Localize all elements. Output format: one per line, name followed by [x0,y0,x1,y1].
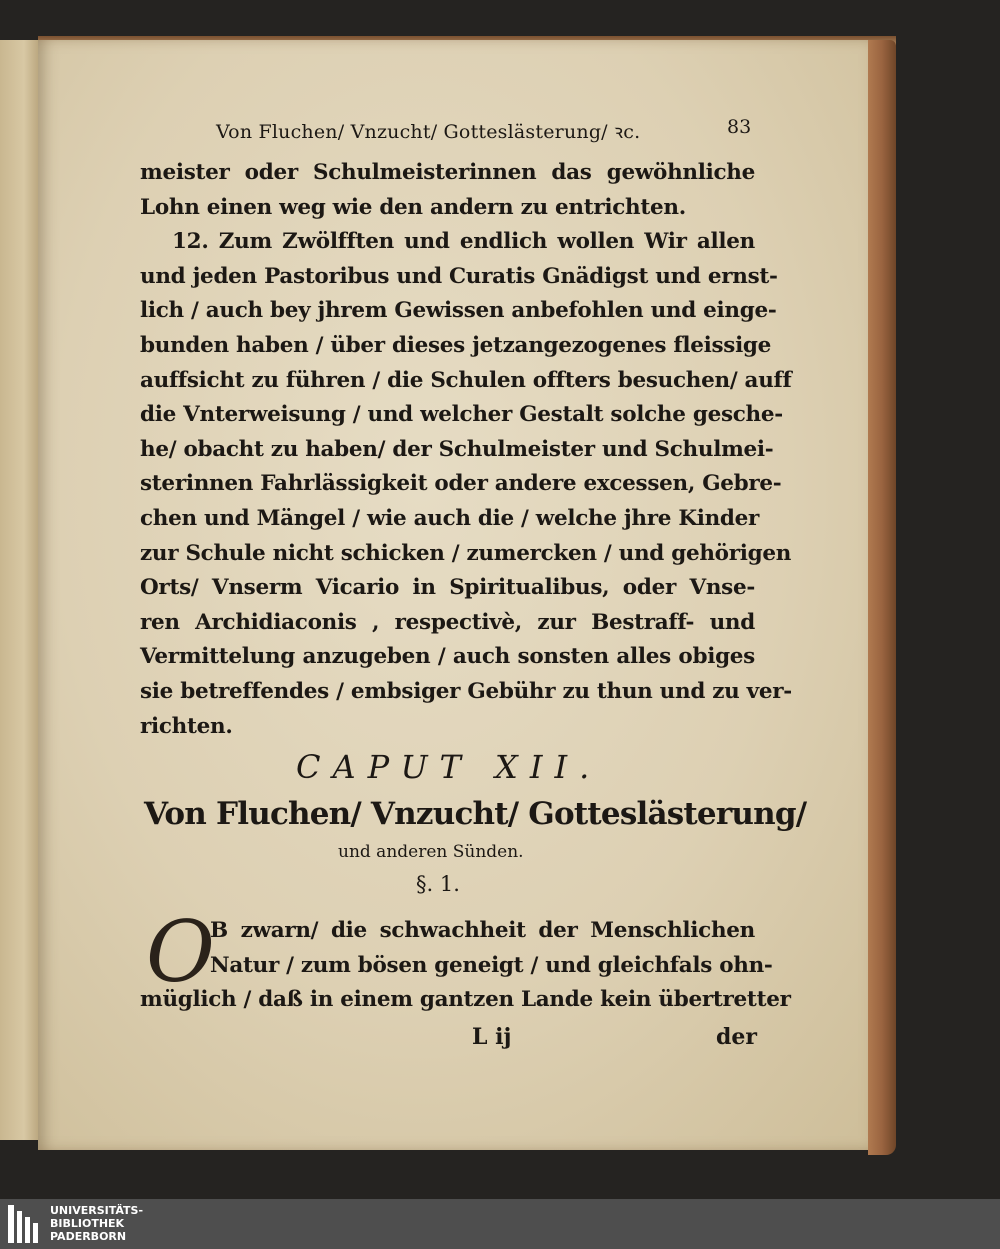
text-line: he/ obacht zu haben/ der Schulmeister und Schulmei- [140,436,774,462]
text-line: 12. Zum Zwölfften und endlich wollen Wir allen [172,229,755,255]
catchword: der [716,1024,757,1050]
text-line: chen und Mängel / wie auch die / welche jhre Kinder [140,505,760,531]
library-name-line: UNIVERSITÄTS- [50,1204,144,1217]
running-head: Von Fluchen/ Vnzucht/ Gotteslästerung/ ꝛc. [216,121,641,143]
previous-page-edge [0,40,42,1140]
text-line: die Vnterweisung / und welcher Gestalt solche gesche- [140,402,783,428]
chapter-intro-text [140,914,791,1018]
chapter-title: Von Fluchen/ Vnzucht/ Gotteslästerung/ [144,796,807,832]
library-footer [0,1199,1000,1249]
library-logo-icon [6,1203,46,1245]
section-mark: §. 1. [416,872,460,896]
text-line: bunden haben / über dieses jetzangezogenes fleissige [140,332,772,358]
text-line: meister oder Schulmeisterinnen das gewöhnliche [140,160,755,185]
chapter-number: CAPUT XII. [296,748,602,786]
text-line: richten. [140,713,233,739]
text-line: und jeden Pastoribus und Curatis Gnädigst und ernst- [140,263,778,289]
text-line: müglich / daß in einem gantzen Lande kein übertretter [140,987,791,1013]
text-line: Lohn einen weg wie den andern zu entrichten. [140,194,686,220]
drop-cap-initial: O [146,903,215,1001]
text-line: Orts/ Vnserm Vicario in Spiritualibus, oder Vnse- [140,575,755,601]
text-line: ren Archidiaconis , respectivè, zur Bestraff- und [140,609,755,635]
page-number: 83 [727,116,752,138]
text-line: Natur / zum bösen geneigt / und gleichfals ohn- [210,952,773,978]
text-line: sie betreffendes / embsiger Gebühr zu thun und zu ver- [140,678,792,704]
text-line: lich / auch bey jhrem Gewissen anbefohlen und einge- [140,298,777,324]
library-name [50,1204,143,1243]
library-name-line: PADERBORN [50,1230,127,1243]
text-line: sterinnen Fahrlässigkeit oder andere excessen, Gebre- [140,471,782,497]
text-line: auffsicht zu führen / die Schulen offters besuchen/ auff [140,367,792,393]
text-line: Vermittelung anzugeben / auch sonsten alles obiges [140,644,755,670]
text-line: zur Schule nicht schicken / zumercken / und gehörigen [140,540,792,566]
chapter-subtitle: und anderen Sünden. [338,842,524,862]
text-line: B zwarn/ die schwachheit der Menschlichen [210,918,755,943]
body-text [140,156,792,744]
library-name-line: BIBLIOTHEK [50,1217,125,1230]
page-fore-edge [868,40,896,1155]
signature-mark: L ij [472,1024,512,1050]
